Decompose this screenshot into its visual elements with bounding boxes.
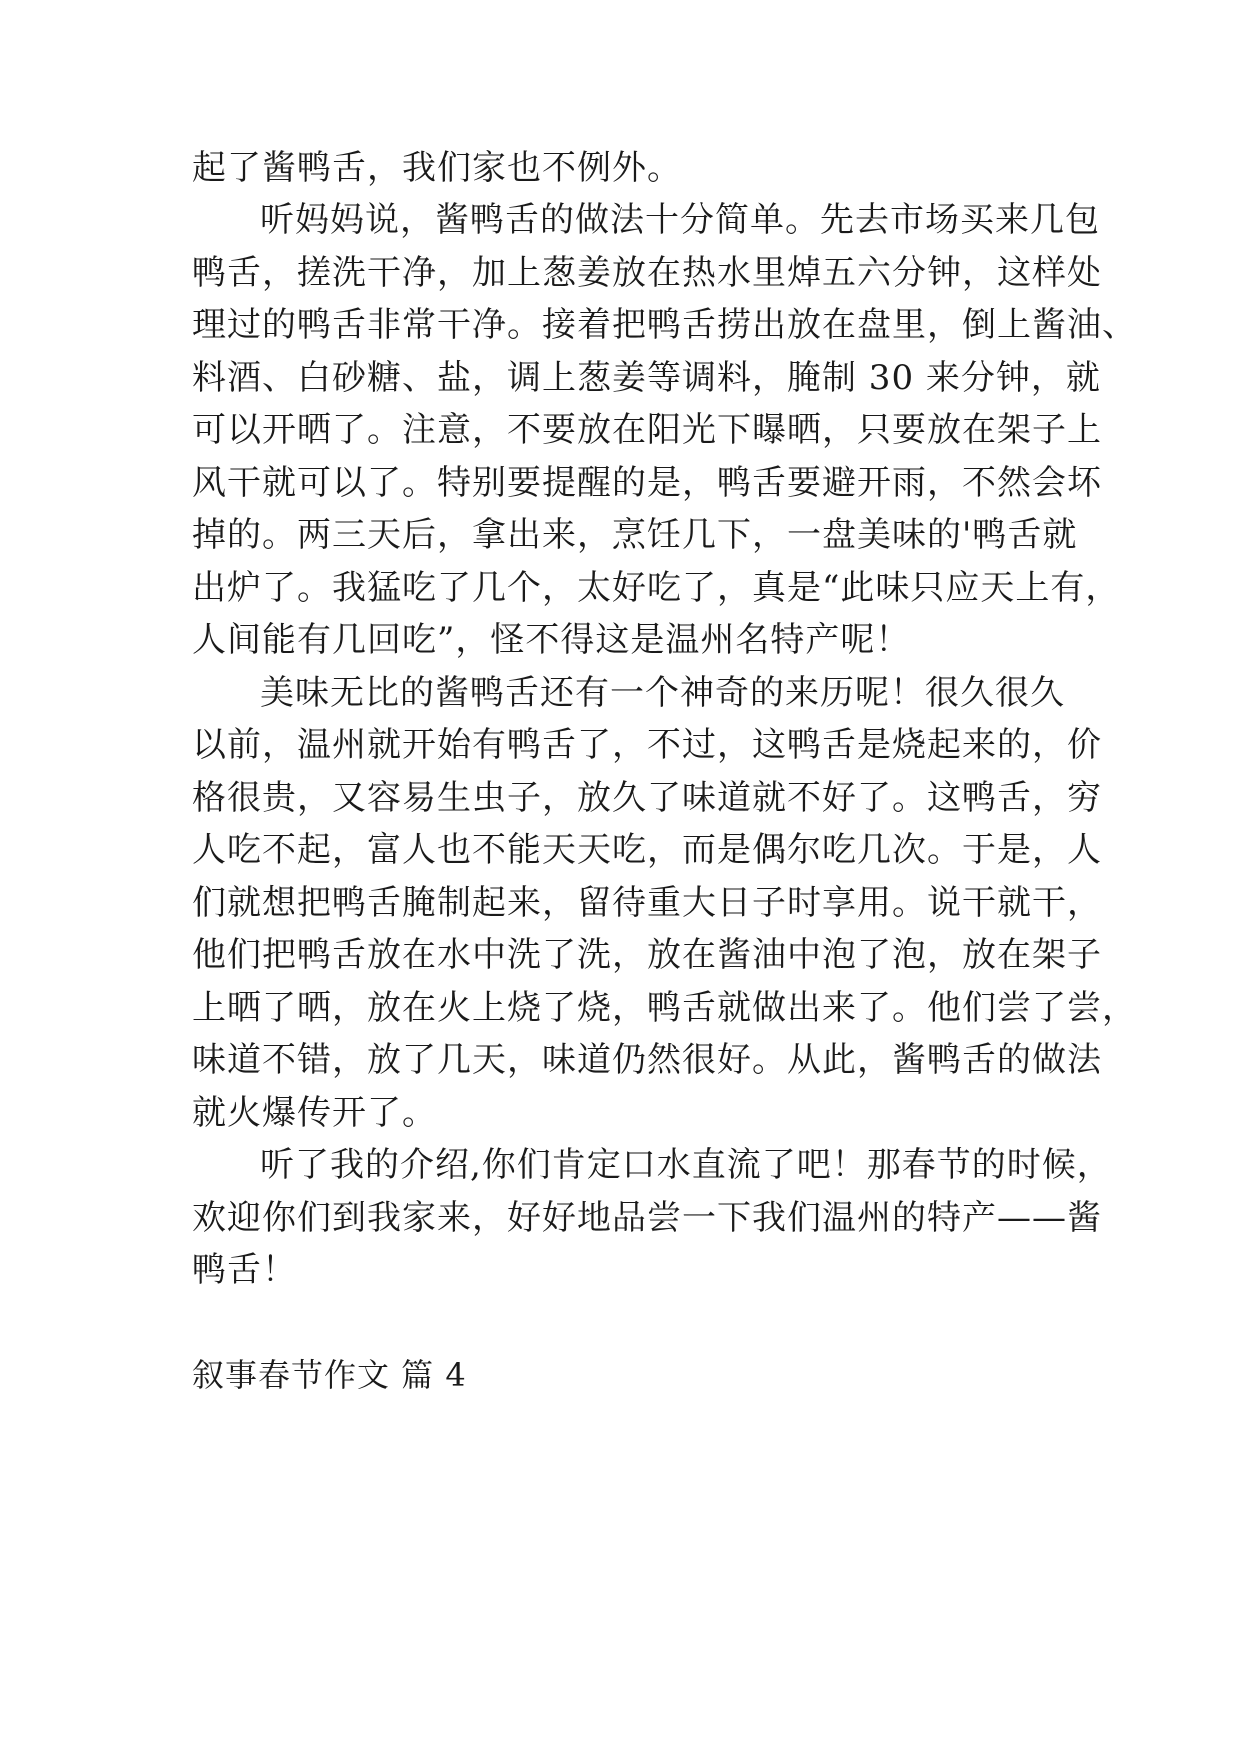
section-heading: 叙事春节作文 篇 4 — [192, 1356, 467, 1394]
paragraph-3-line-5: 们就想把鸭舌腌制起来，留待重大日子时享用。说干就干， — [192, 883, 1102, 923]
paragraph-2-line-3: 理过的鸭舌非常干净。接着把鸭舌捞出放在盘里，倒上酱油、 — [192, 305, 1137, 345]
paragraph-3-line-2: 以前，温州就开始有鸭舌了，不过，这鸭舌是烧起来的，价 — [192, 725, 1102, 765]
paragraph-2-line-7: 掉的。两三天后，拿出来，烹饪几下，一盘美味的'鸭舌就 — [192, 515, 1078, 555]
paragraph-2-line-8: 出炉了。我猛吃了几个，太好吃了，真是“此味只应天上有， — [192, 568, 1121, 608]
paragraph-3-line-8: 味道不错，放了几天，味道仍然很好。从此，酱鸭舌的做法 — [192, 1040, 1102, 1080]
paragraph-2-line-6: 风干就可以了。特别要提醒的是，鸭舌要避开雨，不然会坏 — [192, 463, 1102, 503]
paragraph-2-line-4: 料酒、白砂糖、盐，调上葱姜等调料，腌制 30 来分钟，就 — [192, 358, 1101, 398]
paragraph-2-line-1: 听妈妈说，酱鸭舌的做法十分简单。先去市场买来几包 — [260, 200, 1100, 240]
paragraph-3-line-3: 格很贵，又容易生虫子，放久了味道就不好了。这鸭舌，穷 — [192, 778, 1102, 818]
paragraph-2-line-2: 鸭舌，搓洗干净，加上葱姜放在热水里焯五六分钟，这样处 — [192, 253, 1102, 293]
paragraph-3-line-7: 上晒了晒，放在火上烧了烧，鸭舌就做出来了。他们尝了尝， — [192, 988, 1137, 1028]
paragraph-1-line-1: 起了酱鸭舌，我们家也不例外。 — [192, 148, 682, 188]
paragraph-2-line-9: 人间能有几回吃”，怪不得这是温州名特产呢！ — [192, 620, 911, 660]
paragraph-3-line-1: 美味无比的酱鸭舌还有一个神奇的来历呢！很久很久 — [260, 673, 1065, 713]
paragraph-4-line-1: 听了我的介绍,你们肯定口水直流了吧！那春节的时候， — [260, 1145, 1112, 1185]
paragraph-3-line-9: 就火爆传开了。 — [192, 1093, 437, 1133]
paragraph-2-line-5: 可以开晒了。注意，不要放在阳光下曝晒，只要放在架子上 — [192, 410, 1102, 450]
paragraph-3-line-4: 人吃不起，富人也不能天天吃，而是偶尔吃几次。于是，人 — [192, 830, 1102, 870]
paragraph-4-line-2: 欢迎你们到我家来，好好地品尝一下我们温州的特产——酱 — [192, 1198, 1102, 1238]
paragraph-4-line-3: 鸭舌！ — [192, 1250, 297, 1290]
paragraph-3-line-6: 他们把鸭舌放在水中洗了洗，放在酱油中泡了泡，放在架子 — [192, 935, 1102, 975]
